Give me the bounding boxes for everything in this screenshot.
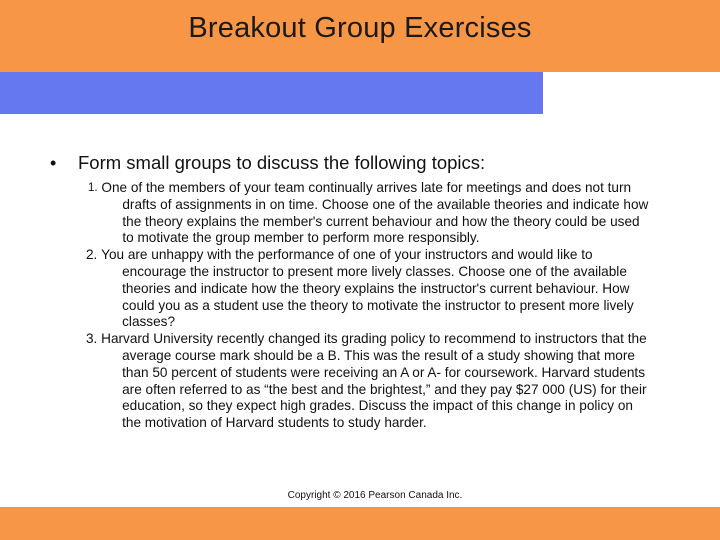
topic-text xyxy=(101,331,654,432)
bullet-dot-icon: • xyxy=(50,153,57,173)
topic-body: You are unhappy with the performance of one of your instructors and would like to encourage the instructor to present more lively classes. Choose one of the available theories and indicate how the theory explains the instructor's current behaviour. How could you as a student use the theory to motivate the instructor to present more lively classes? xyxy=(101,247,634,330)
topic-item-3 xyxy=(86,331,654,432)
topic-text xyxy=(101,247,654,331)
topic-number: 2. xyxy=(86,247,98,263)
accent-bar xyxy=(0,72,543,114)
topic-number: 1. xyxy=(88,182,98,194)
topic-item-1 xyxy=(88,180,654,247)
bottom-bar xyxy=(0,507,720,540)
topic-text xyxy=(101,180,654,247)
topic-item-2 xyxy=(86,247,654,331)
topic-body: One of the members of your team continually arrives late for meetings and does not turn drafts of assignments in on time. Choose one of the available theories and indicate how the theory explains the member's current behaviour and how the theory could be used to motivate the group member to perform more responsibly. xyxy=(101,180,649,246)
topic-body: Harvard University recently changed its grading policy to recommend to instructors that the average course mark should be a B. This was the result of a study showing that more than 50 percent of students were receiving an A or A- for coursework. Harvard students are often referred to as “the best and the brightest,” and they pay $27 000 (US) for their education, so they expect high grades. Discuss the impact of this change in policy on the motivation of Harvard students to study harder. xyxy=(101,331,647,431)
bullet-text: Form small groups to discuss the following topics: xyxy=(78,152,486,173)
slide-content xyxy=(50,150,660,432)
copyright-footer: Copyright © 2016 Pearson Canada Inc. xyxy=(287,490,463,501)
topic-number: 3. xyxy=(86,331,98,347)
slide-title: Breakout Group Exercises xyxy=(188,12,532,44)
topic-list xyxy=(86,180,654,432)
main-bullet xyxy=(50,150,660,176)
